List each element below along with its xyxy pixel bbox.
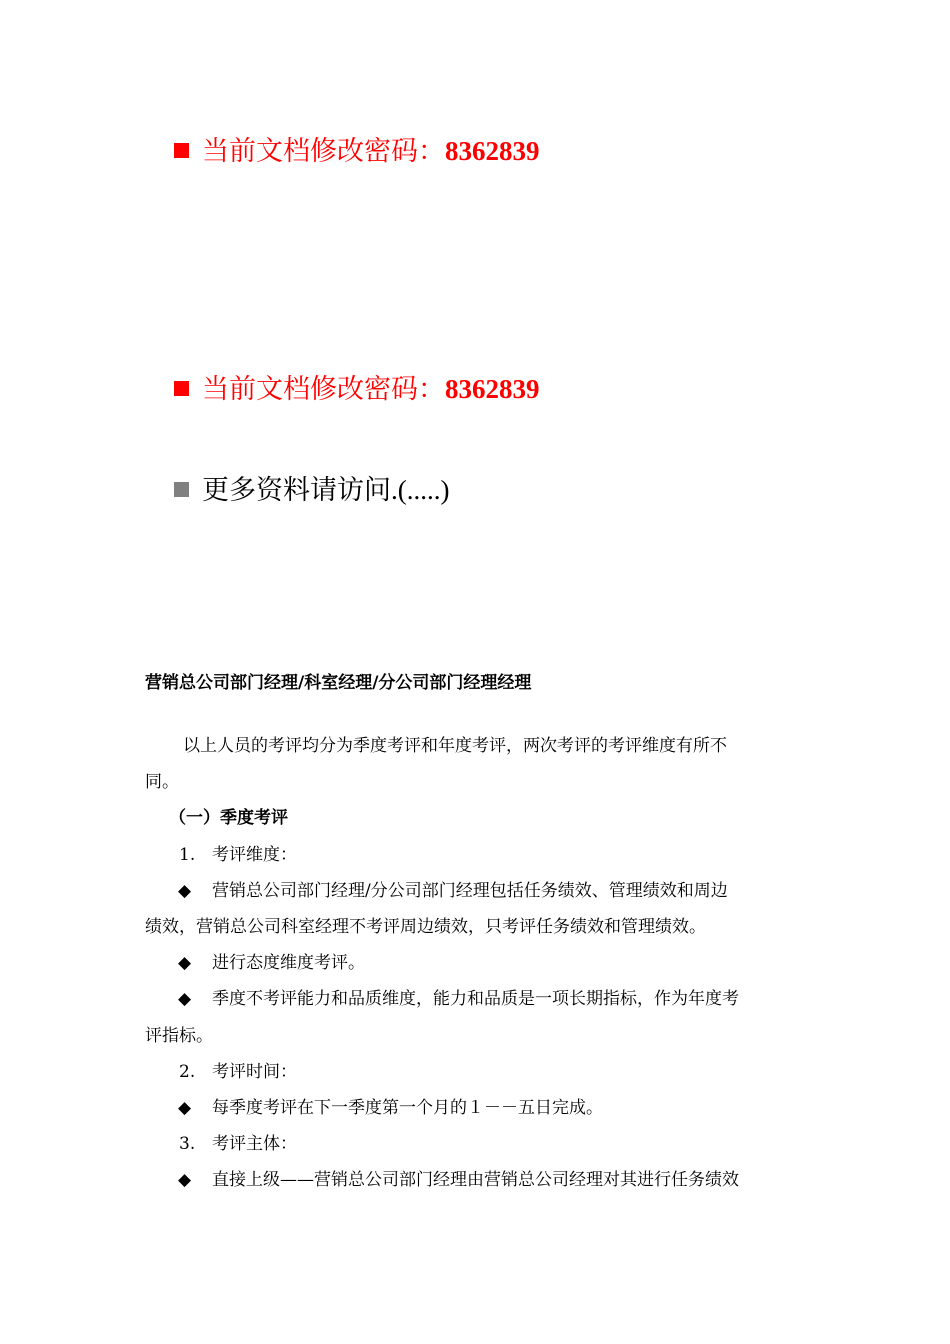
- more-resources-label: 更多资料请访问: [202, 475, 391, 506]
- numbered-item: [145, 837, 807, 873]
- bullet-text: 每季度考评在下一季度第一个月的１－－五日完成。: [212, 1097, 603, 1118]
- bullet-text: 营销总公司部门经理/分公司部门经理包括任务绩效、管理绩效和周边: [212, 880, 728, 901]
- item-number: 1.: [179, 844, 196, 865]
- intro-paragraph-line: 同。: [145, 772, 179, 793]
- password-notice-2: [174, 372, 540, 407]
- document-title: 营销总公司部门经理/科室经理/分公司部门经理经理: [145, 673, 532, 693]
- numbered-item: [145, 1126, 807, 1162]
- gray-square-bullet-icon: [174, 482, 189, 497]
- diamond-bullet-icon: ◆: [178, 880, 192, 901]
- more-resources-link[interactable]: .(.....): [391, 475, 450, 505]
- red-square-bullet-icon: [174, 143, 189, 158]
- item-text: 考评主体：: [212, 1134, 297, 1155]
- red-square-bullet-icon: [174, 381, 189, 396]
- password-notice-1: [174, 134, 540, 169]
- item-number: 3.: [179, 1134, 196, 1155]
- diamond-bullet-icon: ◆: [178, 1097, 192, 1118]
- bullet-continuation: 评指标。: [145, 1025, 213, 1046]
- intro-paragraph-line: 以上人员的考评均分为季度考评和年度考评，两次考评的考评维度有所不: [183, 736, 727, 756]
- document-body: [145, 728, 807, 1198]
- bullet-item: [145, 1162, 807, 1198]
- bullet-item: [145, 1090, 807, 1126]
- bullet-item: [145, 873, 807, 909]
- password-notice-label: 当前文档修改密码：: [202, 136, 445, 167]
- bullet-item: [145, 945, 807, 981]
- bullet-text: 季度不考评能力和品质维度，能力和品质是一项长期指标，作为年度考: [212, 989, 739, 1010]
- password-notice-label: 当前文档修改密码：: [202, 374, 445, 405]
- diamond-bullet-icon: ◆: [178, 989, 192, 1010]
- password-code: 8362839: [445, 374, 540, 404]
- bullet-item: [145, 981, 807, 1017]
- bullet-continuation: 绩效，营销总公司科室经理不考评周边绩效，只考评任务绩效和管理绩效。: [145, 916, 706, 937]
- password-code: 8362839: [445, 136, 540, 166]
- bullet-text: 直接上级——营销总公司部门经理由营销总公司经理对其进行任务绩效: [212, 1170, 739, 1191]
- diamond-bullet-icon: ◆: [178, 953, 192, 974]
- item-text: 考评维度：: [212, 844, 297, 865]
- bullet-text: 进行态度维度考评。: [212, 953, 365, 974]
- item-text: 考评时间：: [212, 1061, 297, 1082]
- numbered-item: [145, 1054, 807, 1090]
- more-resources-notice: [174, 473, 449, 508]
- section-heading: （一）季度考评: [169, 808, 288, 829]
- diamond-bullet-icon: ◆: [178, 1170, 192, 1191]
- item-number: 2.: [179, 1061, 196, 1082]
